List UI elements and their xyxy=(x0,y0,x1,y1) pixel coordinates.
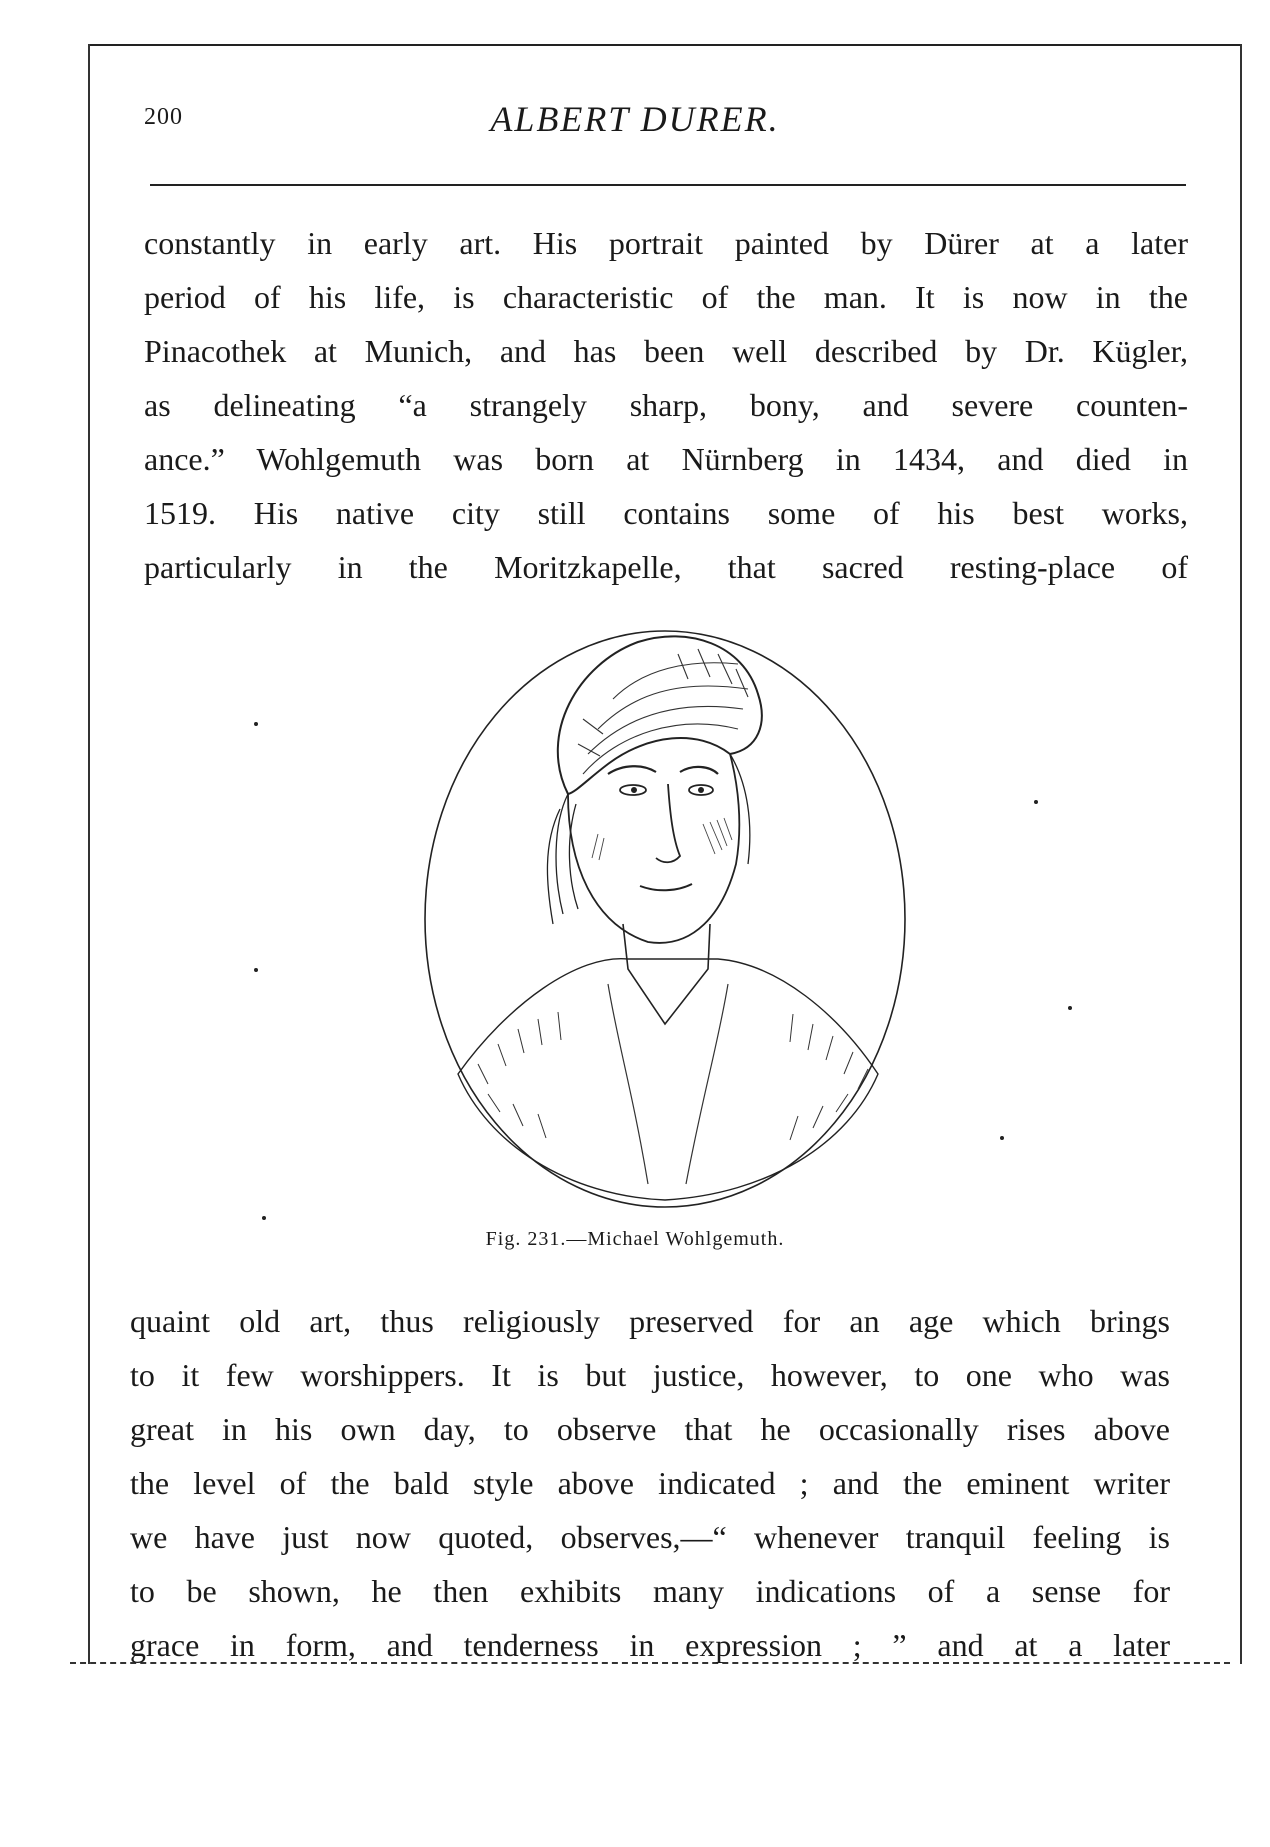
left-eyebrow xyxy=(608,766,656,774)
page-border-right xyxy=(1240,44,1242,1664)
text-line: to be shown, he then exhibits many indications of a sense for xyxy=(130,1573,1170,1609)
right-eyebrow xyxy=(680,767,718,774)
text-line: we have just now quoted, observes,—“ whenever tranquil feeling is xyxy=(130,1519,1170,1555)
page-border-left xyxy=(88,44,90,1664)
oval-frame xyxy=(425,631,905,1207)
running-title: ALBERT DURER. xyxy=(490,99,780,139)
text-line: Pinacothek at Munich, and has been well described by Dr. Kügler, xyxy=(144,333,1188,369)
cap xyxy=(558,636,762,794)
text-line: great in his own day, to observe that he occasionally rises above xyxy=(130,1411,1170,1447)
ink-speck xyxy=(254,722,258,726)
text-line: 1519. His native city still contains some of his best works, xyxy=(144,495,1188,531)
neck xyxy=(623,924,710,1024)
ink-speck xyxy=(1068,1006,1072,1010)
page-border-top xyxy=(88,44,1240,46)
ink-speck xyxy=(1000,1136,1004,1140)
page-number: 200 xyxy=(144,104,183,130)
header-rule xyxy=(150,184,1186,186)
face xyxy=(568,754,739,943)
text-line: grace in form, and tenderness in expression ; ” and at a later xyxy=(130,1627,1170,1663)
text-line: to it few worshippers. It is but justice, however, to one who was xyxy=(130,1357,1170,1393)
figure-caption: Fig. 231.—Michael Wohlgemuth. xyxy=(485,1228,785,1250)
body-text-bottom xyxy=(130,1294,1170,1672)
text-line: constantly in early art. His portrait painted by Dürer at a later xyxy=(144,225,1188,261)
text-line: period of his life, is characteristic of the man. It is now in the xyxy=(144,279,1188,315)
text-line: ance.” Wohlgemuth was born at Nürnberg in 1434, and died in xyxy=(144,441,1188,477)
mouth xyxy=(640,884,692,890)
ink-speck xyxy=(1034,800,1038,804)
text-line: quaint old art, thus religiously preserved for an age which brings xyxy=(130,1303,1170,1339)
body-text-top xyxy=(144,216,1188,594)
fur-collar xyxy=(458,959,878,1200)
text-line: the level of the bald style above indicated ; and the eminent writer xyxy=(130,1465,1170,1501)
ink-speck xyxy=(262,1216,266,1220)
text-line: as delineating “a strangely sharp, bony, and severe counten- xyxy=(144,387,1188,423)
text-line: particularly in the Moritzkapelle, that sacred resting-place of xyxy=(144,549,1188,585)
ink-speck xyxy=(254,968,258,972)
portrait-engraving xyxy=(418,624,912,1214)
nose xyxy=(656,784,680,862)
